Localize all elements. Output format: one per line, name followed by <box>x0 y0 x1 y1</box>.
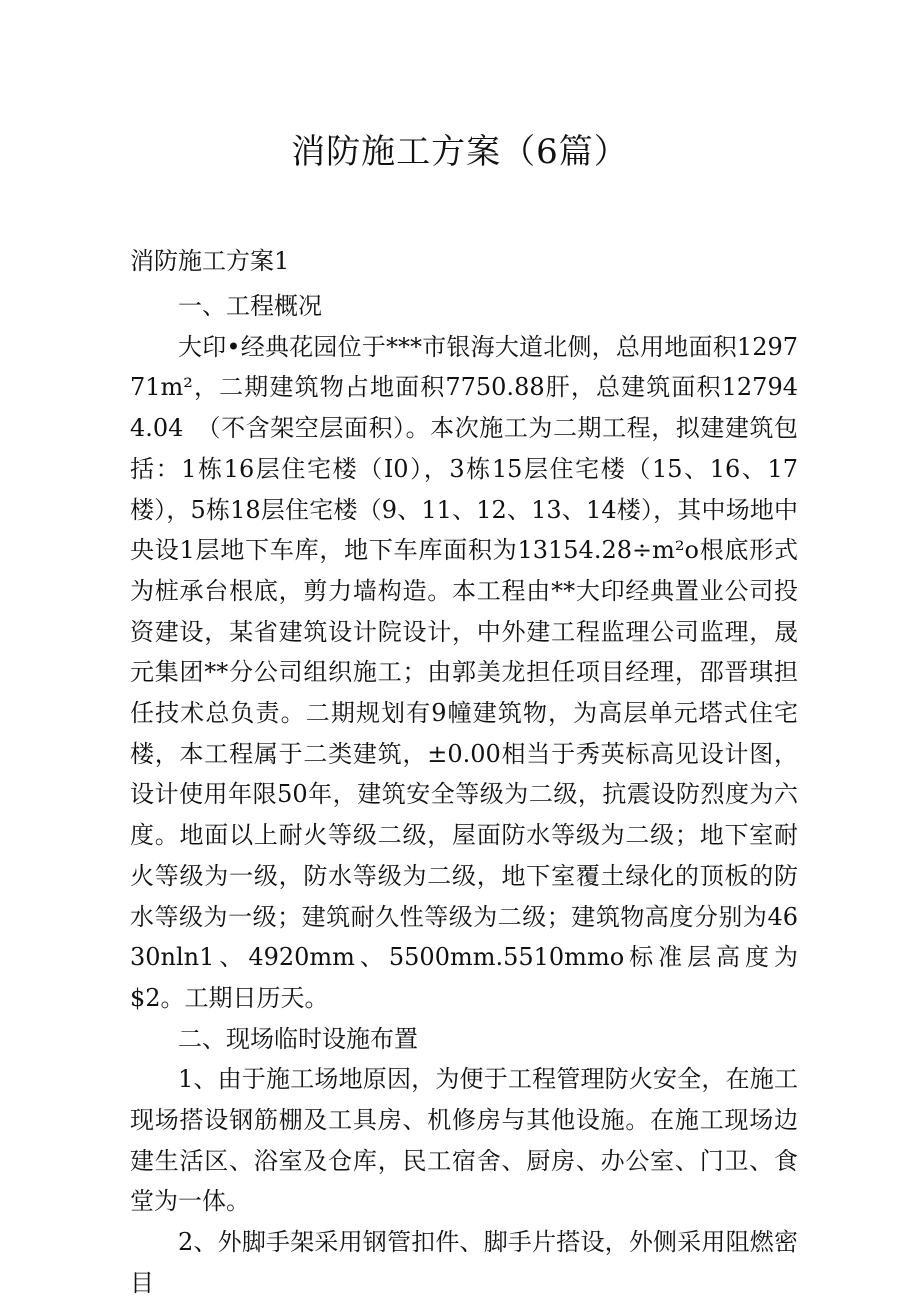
document-body <box>130 286 798 1304</box>
paragraph-facilities-2: 2、外脚手架采用钢管扣件、脚手片搭设，外侧采用阻燃密目 <box>130 1228 798 1297</box>
paragraph-project-overview: 大印•经典花园位于***市银海大道北侧，总用地面积129771m²，二期建筑物占地面积7750.88肝，总建筑面积127944.04 （不含架空层面积）。本次施工为二期工程，拟建建筑包括：1栋16层住宅楼（I0），3栋15层住宅楼（15、16、17楼），5栋18层住宅楼（9、11、12、13、14楼），其中场地中央设1层地下车库，地下车库面积为13154.28÷m²o根底形式为桩承台根底，剪力墙构造。本工程由**大印经典置业公司投资建设，某省建筑设计院设计，中外建工程监理公司监理，晟元集团**分公司组织施工；由郭美龙担任项目经理，邵晋琪担任技术总负责。二期规划有9幢建筑物，为高层单元塔式住宅楼，本工程属于二类建筑，±0.00相当于秀英标高见设计图，设计使用年限50年，建筑安全等级为二级，抗震设防烈度为六度。地面以上耐火等级二级，屋面防水等级为二级；地下室耐火等级为一级，防水等级为二级，地下室覆土绿化的顶板的防水等级为一级；建筑耐久性等级为二级；建筑物高度分别为4630nln1、4920mm、5500mm.5510mmo标准层高度为$2。工期日历天。 <box>130 332 798 1012</box>
heading-temporary-facilities: 二、现场临时设施布置 <box>178 1024 418 1053</box>
paragraph-facilities-1: 1、由于施工场地原因，为便于工程管理防火安全，在施工现场搭设钢筋棚及工具房、机修房与其他设施。在施工现场边建生活区、浴室及仓库，民工宿舍、厨房、办公室、门卫、食堂为一体。 <box>130 1065 798 1216</box>
heading-project-overview: 一、工程概况 <box>178 292 322 320</box>
document-title: 消防施工方案（6篇） <box>291 132 629 172</box>
section-title: 消防施工方案1 <box>130 247 290 275</box>
